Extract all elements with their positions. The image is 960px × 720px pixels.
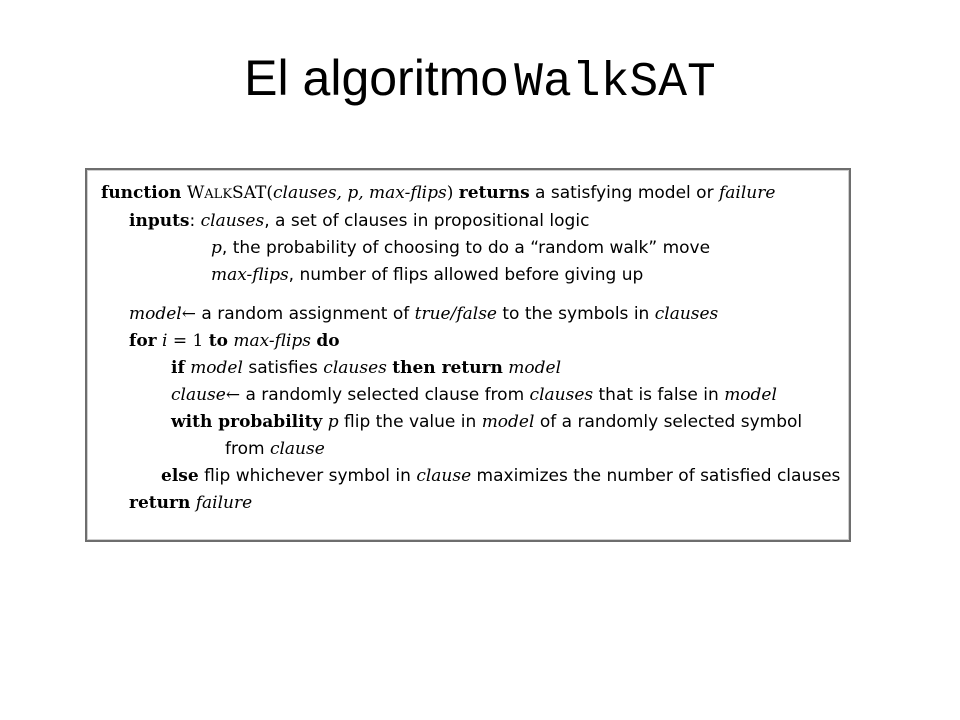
keyword-function: function <box>101 183 182 203</box>
title-text: El algoritmo <box>244 50 509 106</box>
clause-var-2: clause <box>269 439 325 459</box>
line-for-loop <box>129 330 340 352</box>
close-paren: ) <box>446 183 454 203</box>
assign-arrow: ← <box>181 304 196 324</box>
p-desc: , the probability of choosing to do a “random walk” move <box>221 238 711 258</box>
function-name-w: W <box>186 183 205 203</box>
flip-text-2: of a randomly selected symbol <box>539 412 803 432</box>
clauses-var-3: clauses <box>323 358 387 378</box>
model-var-2: model <box>190 358 243 378</box>
keyword-inputs: inputs <box>129 211 190 231</box>
keyword-then-return: then return <box>392 358 503 378</box>
clauses-desc: , a set of clauses in propositional logic <box>264 211 590 231</box>
line-else <box>161 465 840 487</box>
assign-text-2: to the symbols in <box>502 304 650 324</box>
clause-text-1: a randomly selected clause from <box>245 385 525 405</box>
line-model-assign <box>129 303 718 325</box>
failure-var: failure <box>718 183 776 203</box>
keyword-else: else <box>161 466 199 486</box>
else-text-2: maximizes the number of satisfied clauses <box>476 466 841 486</box>
function-params: clauses, p, max-flips <box>273 183 447 203</box>
p-var: p <box>211 238 222 258</box>
model-var-5: model <box>481 412 535 432</box>
satisfies-text: satisfies <box>248 358 318 378</box>
clauses-var-4: clauses <box>529 385 594 405</box>
keyword-if: if <box>171 358 185 378</box>
clause-var-3: clause <box>416 466 472 486</box>
maxflips-var-2: max-flips <box>233 331 312 351</box>
i-var: i <box>162 331 168 351</box>
failure-var-2: failure <box>195 493 253 513</box>
line-inputs <box>129 210 589 232</box>
title-code: WalkSAT <box>514 56 716 110</box>
flip-text-1: flip the value in <box>344 412 477 432</box>
p-var-2: p <box>327 412 339 432</box>
assign-arrow-2: ← <box>225 385 241 405</box>
keyword-with-probability: with probability <box>171 412 323 432</box>
line-clause-assign <box>171 384 777 406</box>
clauses-var: clauses <box>200 211 265 231</box>
model-var: model <box>129 304 182 324</box>
keyword-returns: returns <box>458 183 530 203</box>
from-text: from <box>225 439 265 459</box>
slide-title <box>0 50 960 111</box>
model-var-3: model <box>508 358 562 378</box>
function-name-small: ALK <box>204 187 233 202</box>
keyword-return: return <box>129 493 191 513</box>
line-from-clause <box>225 438 325 460</box>
keyword-for: for <box>129 331 157 351</box>
line-function-header <box>101 182 775 206</box>
keyword-do: do <box>316 331 340 351</box>
line-with-probability <box>171 411 802 433</box>
line-input-maxflips <box>211 264 643 286</box>
inputs-colon: : <box>189 211 196 231</box>
algorithm-box <box>85 168 851 542</box>
function-name <box>187 183 273 203</box>
clauses-var-2: clauses <box>654 304 719 324</box>
model-var-4: model <box>724 385 777 405</box>
else-text-1: flip whichever symbol in <box>204 466 411 486</box>
clause-text-2: that is false in <box>598 385 719 405</box>
line-input-p <box>211 237 710 259</box>
assign-text-1: a random assignment of <box>201 304 410 324</box>
eq-one: = 1 <box>172 331 204 351</box>
line-return-failure <box>129 492 252 514</box>
function-name-rest: SAT( <box>232 183 273 203</box>
keyword-to: to <box>208 331 228 351</box>
truefalse-var: true/false <box>414 304 497 324</box>
line-if-satisfies <box>171 357 561 379</box>
returns-text: a satisfying model or <box>535 183 714 203</box>
maxflips-desc: , number of flips allowed before giving up <box>288 265 644 285</box>
clause-var: clause <box>171 385 226 405</box>
maxflips-var: max-flips <box>211 265 289 285</box>
